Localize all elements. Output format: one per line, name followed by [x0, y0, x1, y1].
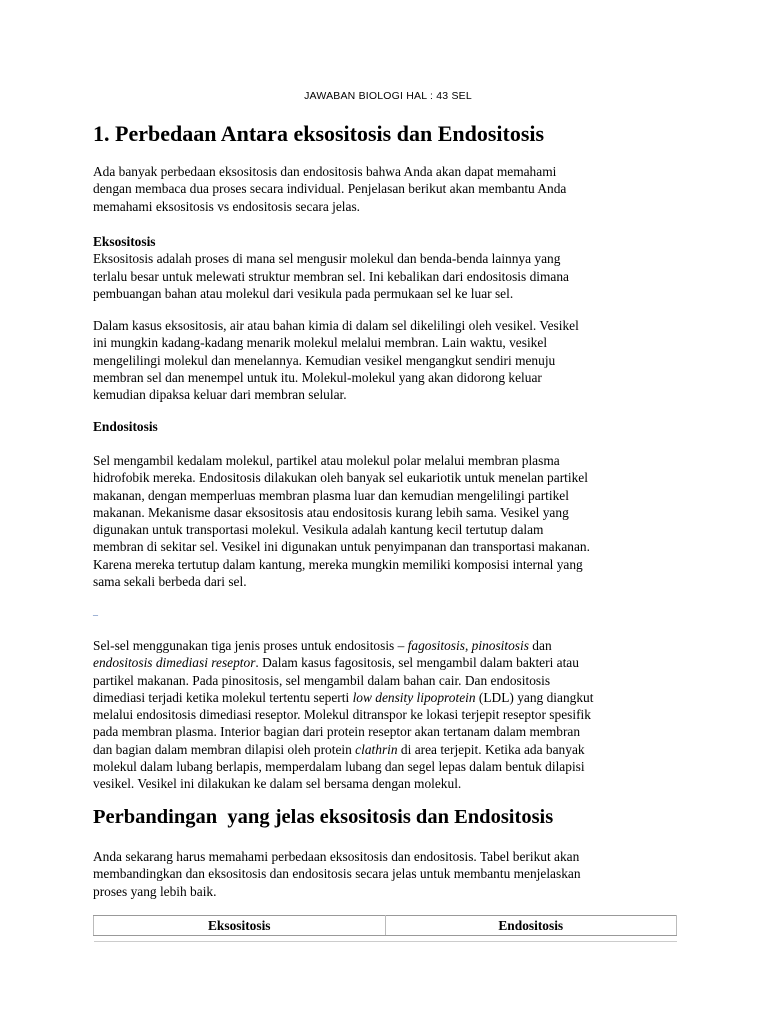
- text-run: di area terjepit. Ketika ada banyak: [397, 741, 585, 757]
- text-run: ,: [464, 638, 472, 653]
- comparison-table: [93, 915, 677, 942]
- intro-line: memahami eksositosis vs endositosis secara jelas.: [93, 198, 361, 214]
- endositosis-line: partikel makanan. Pada pinositosis, sel mengambil dalam bahan cair. Dan endositosis: [93, 672, 551, 688]
- eksositosis-paragraph-2: [93, 317, 683, 403]
- text-run: (LDL) yang diangkut: [475, 689, 594, 705]
- comparison-line: membandingkan dan eksositosis dan endositosis secara jelas untuk membantu menjelaskan: [93, 866, 581, 882]
- endositosis-line: Karena mereka tertutup dalam kantung, mereka mungkin memiliki komposisi internal yang: [93, 556, 583, 572]
- eksositosis-line: terlalu besar untuk melewati struktur membran sel. Ini kebalikan dari endositosis dimana: [93, 268, 569, 284]
- text-run: Sel-sel menggunakan tiga jenis proses untuk endositosis –: [93, 638, 408, 653]
- eksositosis-line: Dalam kasus eksositosis, air atau bahan kimia di dalam sel dikelilingi oleh vesikel. Vesikel: [93, 318, 579, 333]
- term-pinositosis: pinositosis: [471, 638, 529, 653]
- dash-mark: –: [93, 610, 98, 621]
- term-ldl: low density lipoprotein: [352, 689, 476, 705]
- endositosis-line: Sel mengambil kedalam molekul, partikel atau molekul polar melalui membran plasma: [93, 453, 560, 468]
- eksositosis-line: pembuangan bahan atau molekul dari vesikula pada permukaan sel ke luar sel.: [93, 285, 514, 301]
- eksositosis-title: Eksositosis: [93, 234, 156, 249]
- table-header-eksositosis: Eksositosis: [94, 916, 386, 936]
- eksositosis-line: ini mungkin kadang-kadang menarik molekul melalui membran. Lain waktu, vesikel: [93, 335, 548, 351]
- endositosis-line: membran di sekitar sel. Vesikel ini digunakan untuk penyimpanan dan transportasi makanan.: [93, 539, 590, 555]
- term-clathrin: clathrin: [355, 741, 398, 757]
- endositosis-line: [93, 654, 683, 671]
- eksositosis-line: mengelilingi molekul dan menelannya. Kemudian vesikel mengangkut sendiri menuju: [93, 352, 556, 368]
- endositosis-line: hidrofobik mereka. Endositosis dilakukan oleh banyak sel eukariotik untuk menelan partikel: [93, 470, 588, 486]
- term-endositosis-dimediasi: endositosis dimediasi reseptor: [93, 655, 256, 671]
- comparison-line: proses yang lebih baik.: [93, 883, 217, 899]
- endositosis-title: Endositosis: [93, 419, 158, 434]
- endositosis-line: [93, 689, 683, 706]
- text-run: dan: [528, 638, 552, 653]
- table-row: [94, 936, 677, 942]
- text-run: dimediasi terjadi ketika molekul tertentu seperti: [93, 689, 353, 705]
- endositosis-line: [93, 637, 683, 654]
- endositosis-line: [93, 741, 683, 758]
- comparison-intro: [93, 848, 683, 900]
- term-fagositosis: fagositosis: [407, 638, 465, 653]
- endositosis-line: digunakan untuk transportasi molekul. Vesikula adalah kantung kecil tertutup dalam: [93, 522, 544, 538]
- text-run: dan bagian dalam membran dilapisi oleh protein: [93, 741, 356, 757]
- endositosis-paragraph-2: [93, 637, 683, 793]
- endositosis-paragraph-1: [93, 452, 683, 590]
- text-run: . Dalam kasus fagositosis, sel mengambil dalam bakteri atau: [255, 655, 579, 671]
- endositosis-line: vesikel. Vesikel ini dilakukan ke dalam sel bersama dengan molekul.: [93, 776, 462, 792]
- intro-line: dengan membaca dua proses secara individual. Penjelasan berikut akan membantu Anda: [93, 181, 567, 197]
- table-cell: [94, 936, 386, 942]
- table-header-row: [94, 916, 677, 936]
- endositosis-line: makanan. Mekanisme dasar eksositosis atau endositosis kurang lebih sama. Vesikel yang: [93, 504, 569, 520]
- table-header-endositosis: Endositosis: [385, 916, 677, 936]
- comparison-line: Anda sekarang harus memahami perbedaan eksositosis dan endositosis. Tabel berikut akan: [93, 849, 580, 864]
- intro-paragraph: [93, 163, 683, 215]
- eksositosis-line: Eksositosis adalah proses di mana sel mengusir molekul dan benda-benda lainnya yang: [93, 251, 561, 267]
- heading-perbedaan: 1. Perbedaan Antara eksositosis dan Endositosis: [93, 121, 545, 146]
- table-cell: [385, 936, 677, 942]
- endositosis-line: makanan, dengan memperluas membran plasma luar dan kemudian mengelilingi partikel: [93, 487, 569, 503]
- eksositosis-line: kemudian dipaksa keluar dari membran selular.: [93, 387, 347, 403]
- eksositosis-section: [93, 233, 683, 302]
- endositosis-title-block: [93, 418, 683, 435]
- endositosis-line: melalui endositosis dimediasi reseptor. Molekul ditranspor ke lokasi terjepit reseptor spesifik: [93, 707, 591, 723]
- endositosis-line: molekul dalam lubang berlapis, memperdalam lubang dan segel lepas dalam bentuk dilapisi: [93, 759, 585, 775]
- page-header: JAWABAN BIOLOGI HAL : 43 SEL: [304, 90, 472, 102]
- intro-line: Ada banyak perbedaan eksositosis dan endositosis bahwa Anda akan dapat memahami: [93, 164, 557, 179]
- endositosis-line: pada membran plasma. Interior bagian dari protein reseptor akan tertanam dalam membran: [93, 724, 581, 740]
- endositosis-line: sama sekali berbeda dari sel.: [93, 574, 247, 590]
- heading-perbandingan: Perbandingan yang jelas eksositosis dan Endositosis: [93, 806, 554, 828]
- eksositosis-line: membran sel dan menempel untuk itu. Molekul-molekul yang akan didorong keluar: [93, 369, 542, 385]
